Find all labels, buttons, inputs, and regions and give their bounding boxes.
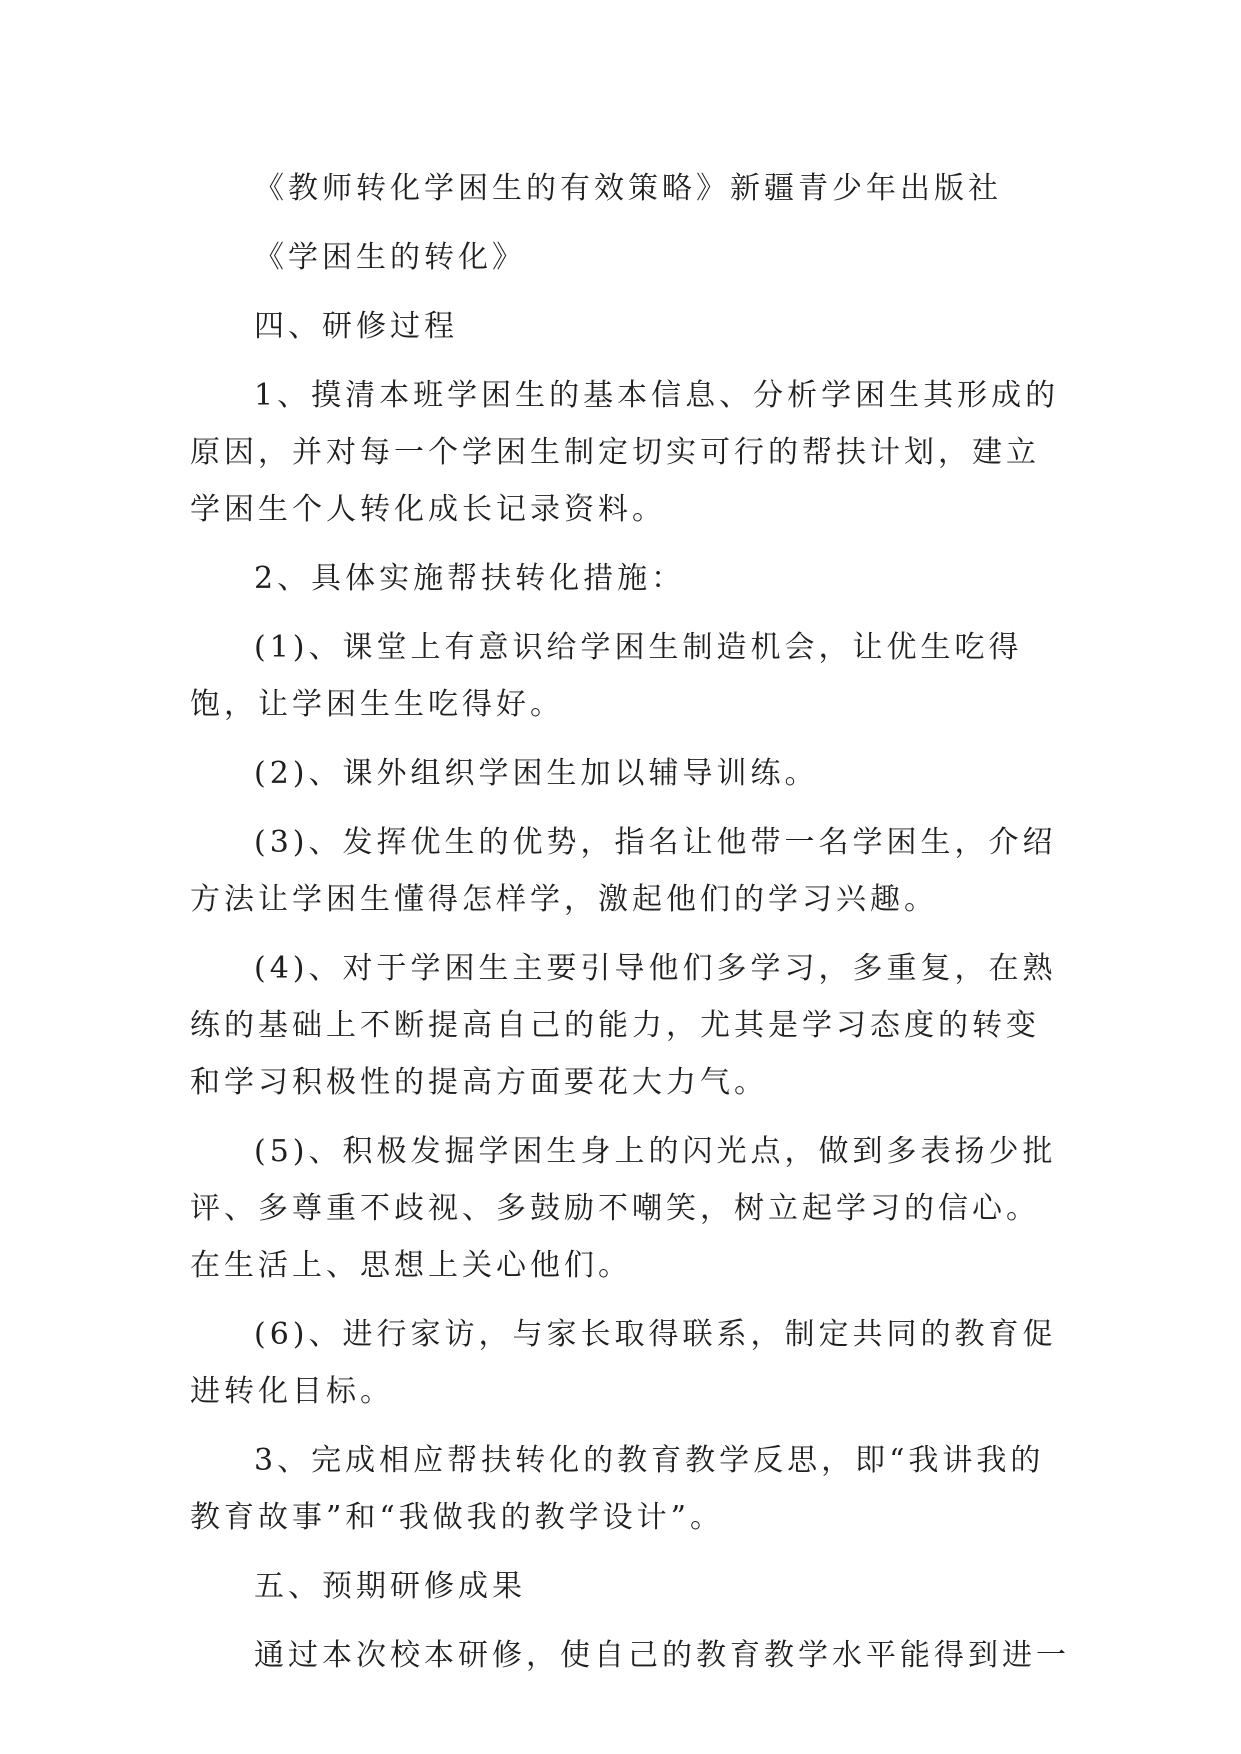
paragraph-step-2: 2、具体实施帮扶转化措施： [254,561,686,596]
paragraph-measure-3: (3)、发挥优生的优势，指名让他带一名学困生，介绍方法让学困生懂得怎样学，激起他们的学习兴趣。 [190,825,1057,917]
paragraph-measure-1: (1)、课堂上有意识给学困生制造机会，让优生吃得饱，让学困生生吃得好。 [190,630,1023,722]
paragraph-measure-2: (2)、课外组织学困生加以辅导训练。 [254,756,819,791]
document-body [190,160,1070,1696]
section-heading-expected-results: 五、预期研修成果 [254,1569,526,1604]
paragraph-measure-5: (5)、积极发掘学困生身上的闪光点，做到多表扬少批评、多尊重不歧视、多鼓励不嘲笑，树立起学习的信心。在生活上、思想上关心他们。 [190,1134,1057,1283]
paragraph-step-1: 1、摸清本班学困生的基本信息、分析学困生其形成的原因，并对每一个学困生制定切实可行的帮扶计划，建立学困生个人转化成长记录资料。 [190,378,1060,527]
paragraph-measure-4: (4)、对于学困生主要引导他们多学习，多重复，在熟练的基础上不断提高自己的能力，尤其是学习态度的转变和学习积极性的提高方面要花大力气。 [190,951,1057,1100]
paragraph-book-title-2: 《学困生的转化》 [254,240,526,275]
paragraph-step-3: 3、完成相应帮扶转化的教育教学反思，即“我讲我的教育故事”和“我做我的教学设计”。 [190,1443,1045,1535]
paragraph-measure-6: (6)、进行家访，与家长取得联系，制定共同的教育促进转化目标。 [190,1317,1057,1409]
paragraph-book-title-1: 《教师转化学困生的有效策略》新疆青少年出版社 [254,171,1002,206]
section-heading-research-process: 四、研修过程 [254,309,458,344]
paragraph-expected-results: 通过本次校本研修，使自己的教育教学水平能得到进一 [254,1638,1070,1673]
